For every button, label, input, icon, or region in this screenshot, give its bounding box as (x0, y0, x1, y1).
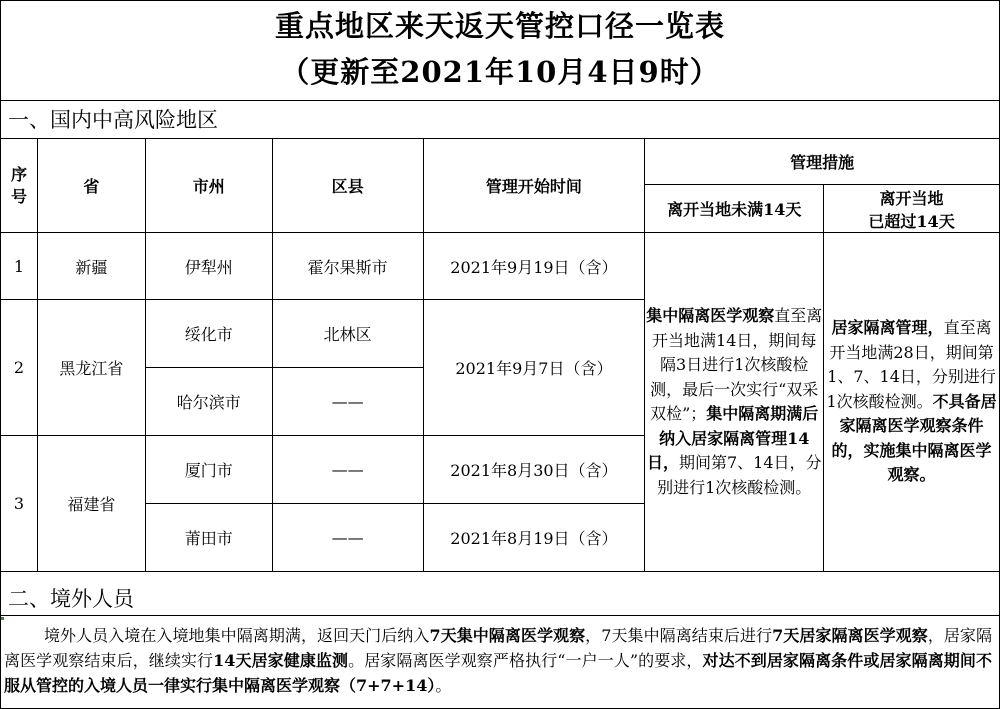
divider (0, 100, 1000, 101)
row-city: 伊犁州 (145, 233, 272, 300)
row-province: 新疆 (37, 233, 145, 300)
row-province: 黑龙江省 (37, 300, 145, 436)
overseas-policy-paragraph: 境外人员入境在入境地集中隔离期满，返回天门后纳入7天集中隔离医学观察，7天集中隔离结束后进行7天居家隔离医学观察，居家隔离医学观察结束后，继续实行14天居家健康监测。居家隔离医学观察严格执行“一户一人”的要求，对达不到居家隔离条件或居家隔离期间不服从管控的入境人员一律实行集中隔离医学观察（7+7+14）。 (4, 626, 992, 695)
row-city: 厦门市 (145, 436, 272, 504)
section-overseas-heading: 二、境外人员 (8, 587, 134, 611)
header-city: 市州 (145, 139, 272, 233)
cell-marker (1, 617, 4, 620)
header-under-14-days: 离开当地未满14天 (645, 185, 824, 233)
table-row (1, 233, 1000, 300)
row-district: 霍尔果斯市 (272, 233, 423, 300)
row-province: 福建省 (37, 436, 145, 572)
row-no: 3 (1, 436, 38, 572)
row-district: —— (272, 436, 423, 504)
header-measures: 管理措施 (645, 139, 1000, 185)
page-subtitle-date: （更新至2021年10月4日9时） (280, 55, 720, 89)
row-no: 1 (1, 233, 38, 300)
header-province: 省 (37, 139, 145, 233)
header-over-14-days: 离开当地 已超过14天 (824, 185, 1000, 233)
row-start-time: 2021年9月19日（含） (423, 233, 645, 300)
row-city: 哈尔滨市 (145, 368, 272, 436)
risk-area-table (0, 138, 1000, 572)
row-no: 2 (1, 300, 38, 436)
measure-under-14-days: 集中隔离医学观察直至离开当地满14日，期间每隔3日进行1次核酸检测，最后一次实行“双采双检”；集中隔离期满后纳入居家隔离管理14日，期间第7、14日，分别进行1次核酸检测。 (645, 233, 824, 572)
section-domestic-heading: 一、国内中高风险地区 (8, 108, 218, 132)
row-district: 北林区 (272, 300, 423, 368)
header-district: 区县 (272, 139, 423, 233)
measure-over-14-days: 居家隔离管理，直至离开当地满28日，期间第1、7、14日，分别进行1次核酸检测。不具备居家隔离医学观察条件的，实施集中隔离医学观察。 (824, 233, 1000, 572)
header-no: 序号 (1, 139, 38, 233)
row-city: 绥化市 (145, 300, 272, 368)
row-city: 莆田市 (145, 504, 272, 572)
row-start-time: 2021年9月7日（含） (423, 300, 645, 436)
row-district: —— (272, 504, 423, 572)
row-district: —— (272, 368, 423, 436)
row-start-time: 2021年8月30日（含） (423, 436, 645, 504)
page-title: 重点地区来天返天管控口径一览表 (274, 9, 725, 43)
divider (0, 615, 1000, 616)
header-start-time: 管理开始时间 (423, 139, 645, 233)
row-start-time: 2021年8月19日（含） (423, 504, 645, 572)
